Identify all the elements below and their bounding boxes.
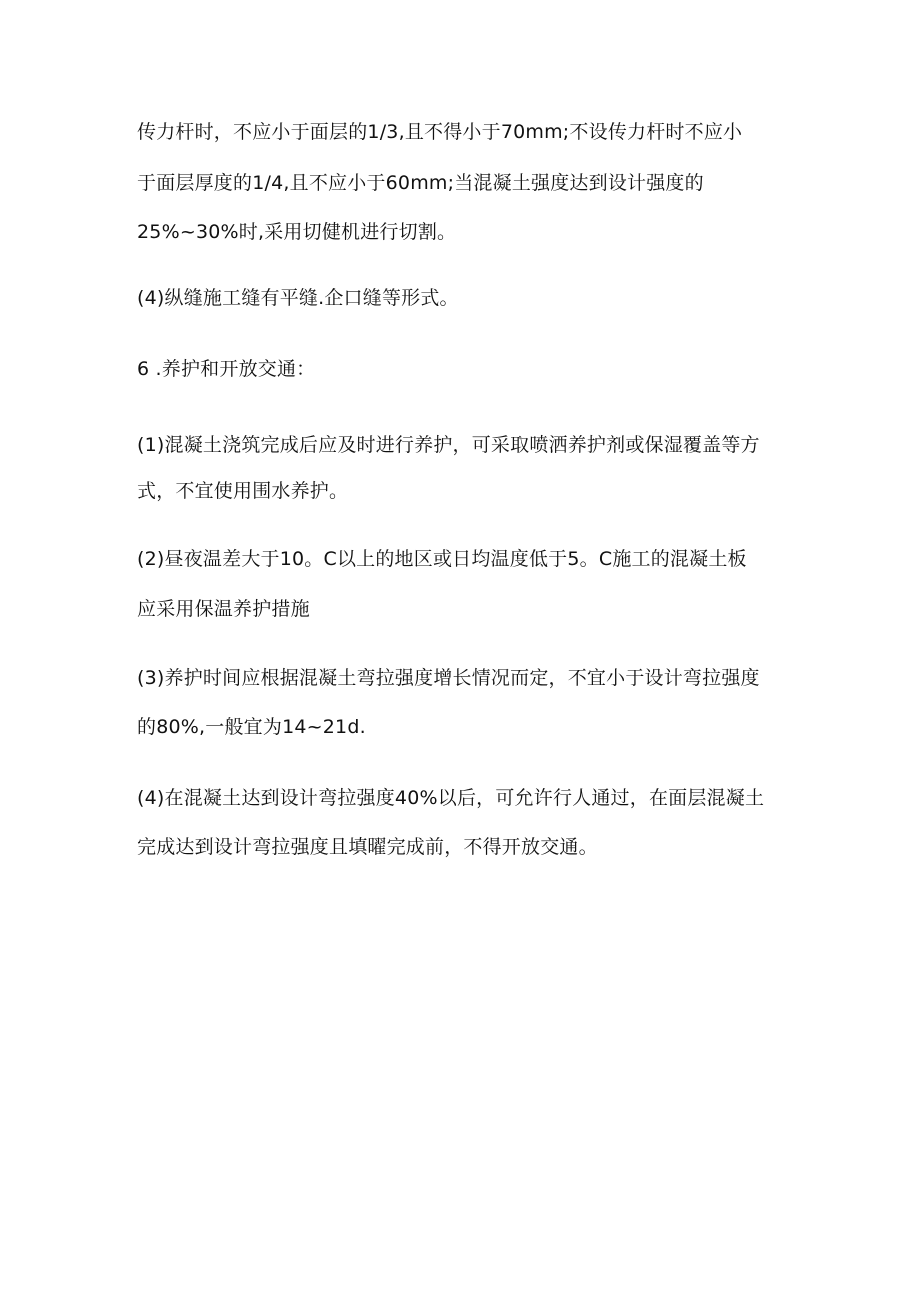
text-line: 25%~30%时,采用切健机进行切割。 (137, 221, 457, 243)
text-line: 完成达到设计弯拉强度且填曜完成前，不得开放交通。 (137, 836, 598, 858)
paragraph-longitudinal-joint: (4)纵缝施工缝有平缝.企口缝等形式。 (137, 287, 459, 309)
section-heading: 6 .养护和开放交通： (137, 358, 316, 380)
text-line: 应采用保温养护措施 (137, 598, 310, 620)
text-line: (2)昼夜温差大于10。C以上的地区或日均温度低于5。C施工的混凝土板 (137, 548, 747, 570)
text-line: (3)养护时间应根据混凝土弯拉强度增长情况而定，不宜小于设计弯拉强度 (137, 667, 760, 689)
text-line: (1)混凝土浇筑完成后应及时进行养护，可采取喷洒养护剂或保湿覆盖等方 (137, 434, 760, 456)
text-line: 于面层厚度的1/4,且不应小于60mm;当混凝土强度达到设计强度的 (137, 172, 704, 194)
text-line: 式，不宜使用围水养护。 (137, 480, 349, 502)
text-line: 的80%,一般宜为14~21d. (137, 716, 366, 738)
text-line: 传力杆时，不应小于面层的1/3,且不得小于70mm;不设传力杆时不应小 (137, 121, 743, 143)
text-line: (4)在混凝土达到设计弯拉强度40%以后，可允许行人通过，在面层混凝土 (137, 787, 765, 809)
